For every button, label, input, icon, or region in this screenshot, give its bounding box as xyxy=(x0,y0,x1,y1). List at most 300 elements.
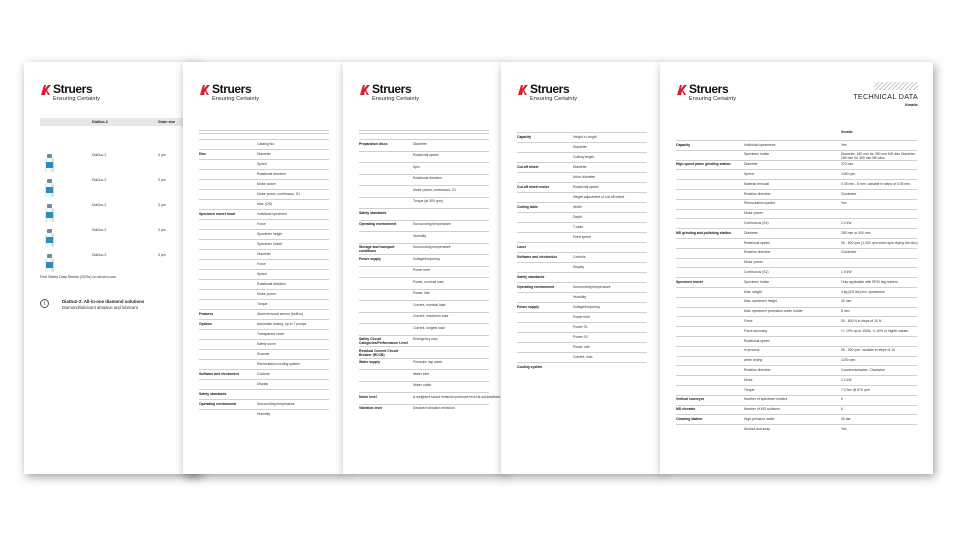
grain-size: 3 µm xyxy=(158,203,166,207)
parameter-label: Catalog No. xyxy=(257,141,275,146)
product-name: DiaDuo-2 xyxy=(92,153,107,157)
spec-row xyxy=(517,322,647,329)
parameter-value: 50 - 300 rpm, variable in steps of 10 xyxy=(841,348,896,353)
parameter-label: Diameter xyxy=(573,144,587,149)
parameter-label: Diameter xyxy=(744,230,758,235)
product-table-header xyxy=(40,118,184,126)
spec-row xyxy=(676,414,917,421)
brand-name: Struers xyxy=(372,82,412,96)
bottle-image xyxy=(45,179,54,197)
section-label: Specimen mover xyxy=(676,279,704,284)
decorative-hatch xyxy=(874,82,918,90)
parameter-label: Diameter xyxy=(257,151,271,156)
page-1-consumables xyxy=(24,62,200,474)
parameter-label: Individual specimen xyxy=(257,211,287,216)
parameter-label: Torque xyxy=(744,387,755,392)
parameter-label: Surrounding temperature xyxy=(413,222,451,226)
section-label: Cut-off wheel xyxy=(517,164,539,169)
spec-row xyxy=(359,300,489,307)
product-name: DiaDuo-2 xyxy=(92,228,107,232)
parameter-label: Max. specimen protrusion under holder xyxy=(744,309,803,314)
parameter-label: Specimen holder xyxy=(744,279,770,284)
page-3-specifications xyxy=(343,62,505,474)
parameter-label: A-weighted sound emission pressure level at workstations xyxy=(413,394,501,399)
parameter-label: Diameter xyxy=(744,162,758,167)
brand-tagline: Ensuring Certainty xyxy=(53,96,101,102)
brand-tagline: Ensuring Certainty xyxy=(212,96,260,102)
struers-logo-icon xyxy=(40,84,52,96)
parameter-label: Display xyxy=(573,264,585,269)
parameter-label: Transparent cover xyxy=(257,331,285,336)
parameter-label: Force xyxy=(744,318,753,323)
parameter-value: Clockwise xyxy=(841,250,857,255)
parameter-value: 6 xyxy=(841,407,843,412)
parameter-label: Continuous (S1) xyxy=(744,269,769,274)
spec-row xyxy=(199,209,329,216)
parameter-value: Only applicable with RFID tag holders xyxy=(841,279,898,284)
parameter-label: Surrounding temperature xyxy=(573,284,611,289)
spec-row xyxy=(359,335,489,345)
grain-size: 3 µm xyxy=(158,253,166,257)
parameter-label: Torque xyxy=(257,301,268,306)
spec-row xyxy=(199,179,329,186)
parameter-label: T-slots xyxy=(573,224,583,229)
section-label: Noise level xyxy=(359,394,377,399)
spec-row xyxy=(199,159,329,166)
parameter-label: Specimen holder xyxy=(744,152,770,157)
grain-size: 3 µm xyxy=(158,178,166,182)
spec-row xyxy=(359,151,489,157)
parameter-label: Rotational direction xyxy=(257,171,287,176)
parameter-label: Current, max xyxy=(573,354,593,359)
spec-row xyxy=(359,231,489,238)
parameter-label: Declared vibration emission xyxy=(413,406,455,410)
spec-row xyxy=(199,289,329,296)
spec-row xyxy=(517,252,647,259)
parameter-label: Motor power xyxy=(257,181,276,186)
parameter-value: 40 mm xyxy=(841,299,852,304)
parameter-label: Power S3 xyxy=(573,334,588,339)
parameter-label: Speed xyxy=(744,171,754,176)
spec-row xyxy=(199,229,329,236)
section-label: Preparation discs xyxy=(359,141,388,146)
spec-row xyxy=(199,139,329,146)
parameter-label: Automatic dosing, up to 7 pumps xyxy=(257,321,307,326)
spec-row xyxy=(359,346,489,357)
parameter-label: Controls xyxy=(573,254,586,259)
parameter-value: 1450 rpm xyxy=(841,171,856,176)
table-header-band xyxy=(199,130,329,134)
spec-row xyxy=(359,277,489,284)
column-xmatic: Xmatic xyxy=(841,130,853,134)
spec-row xyxy=(359,220,489,226)
parameter-label: Rotational speed xyxy=(744,338,770,343)
parameter-value: 1.5 kW xyxy=(841,269,852,274)
section-label: MD elevator xyxy=(676,407,696,412)
product-name: DiaDuo-2 xyxy=(92,178,107,182)
product-name: DiaDuo-2 xyxy=(92,253,107,257)
spec-row xyxy=(517,292,647,299)
section-label: Safety standards xyxy=(199,391,227,396)
bottle-image xyxy=(45,154,54,172)
spec-row xyxy=(199,389,329,396)
product-row xyxy=(40,152,180,176)
spec-row xyxy=(676,365,917,372)
spec-row xyxy=(517,332,647,339)
brand-name: Struers xyxy=(212,82,252,96)
spec-row xyxy=(517,132,647,139)
parameter-label: Recirculation system xyxy=(744,201,776,206)
parameter-label: Force xyxy=(257,261,266,266)
parameter-label: Depth xyxy=(573,214,583,219)
spec-row xyxy=(517,262,647,269)
spec-row xyxy=(676,169,917,176)
parameter-value: 40 bar xyxy=(841,416,851,421)
parameter-value: 0.05 mm - 8 mm, variable in steps of 0.05 mm xyxy=(841,181,910,186)
parameter-label: Current, nominal load xyxy=(413,302,446,307)
brand-name: Struers xyxy=(530,82,570,96)
parameter-label: Number of specimen holders xyxy=(744,397,788,402)
parameter-label: Humidity xyxy=(573,294,587,299)
spec-row xyxy=(676,316,917,323)
section-label: Operating environment xyxy=(359,222,397,226)
page-2-specifications xyxy=(183,62,345,474)
struers-logo-icon xyxy=(676,84,688,96)
parameter-label: Material removal xyxy=(744,181,770,186)
parameter-label: Motor power, continuous, S1 xyxy=(413,187,456,192)
parameter-value: Clockwise xyxy=(841,191,857,196)
spec-row xyxy=(359,174,489,180)
section-label: High speed plane grinding station xyxy=(676,162,731,167)
parameter-label: Rotational speed xyxy=(744,240,770,245)
parameter-value: 50 - 600 rpm (1,000 rpm when spin drying the disc) xyxy=(841,240,918,245)
technical-data-title: TECHNICAL DATA xyxy=(853,92,918,101)
spec-row xyxy=(676,346,917,353)
parameter-label: Power inlet xyxy=(413,268,430,272)
spec-row xyxy=(199,279,329,286)
parameter-label: Number of MD surfaces xyxy=(744,407,780,412)
section-label: Safety standards xyxy=(517,274,545,279)
spec-row xyxy=(676,179,917,186)
parameter-label: Width xyxy=(573,204,582,209)
section-label: Cutting table xyxy=(517,204,538,209)
parameter-label: Surrounding temperature xyxy=(257,401,295,406)
spec-row xyxy=(359,323,489,330)
spec-row xyxy=(199,219,329,226)
product-name: DiaDuo-2 xyxy=(92,203,107,207)
parameter-label: Rotational direction xyxy=(257,281,287,286)
spec-row xyxy=(676,277,917,284)
parameter-value: 1200 rpm xyxy=(841,358,856,363)
section-label: Residual Current Circuit Breaker (RCCB) xyxy=(359,348,398,357)
spec-row xyxy=(517,182,647,189)
parameter-label: in process xyxy=(744,348,760,353)
parameter-value: 250 mm or 300 mm xyxy=(841,230,871,235)
grain-size: 3 µm xyxy=(158,228,166,232)
spec-row xyxy=(517,172,647,179)
page-5-technical-data xyxy=(660,62,933,474)
spec-row xyxy=(359,254,489,261)
spec-row xyxy=(676,326,917,333)
spec-row xyxy=(199,249,329,256)
parameter-label: Force accuracy xyxy=(744,328,768,333)
spec-row xyxy=(676,375,917,382)
parameter-value: 270 mm xyxy=(841,162,854,167)
parameter-label: when drying xyxy=(744,358,763,363)
parameter-label: Humidity xyxy=(413,233,427,238)
section-label: Laser xyxy=(517,244,527,249)
spec-row xyxy=(676,150,917,161)
parameter-label: Spin xyxy=(413,164,420,169)
spec-row xyxy=(359,404,489,410)
column-grain-size: Grain size xyxy=(158,120,176,124)
spec-row xyxy=(517,302,647,309)
parameter-label: Rotation direction xyxy=(744,191,771,196)
section-label: Software and electronics xyxy=(199,371,240,376)
parameter-label: Alcohol and soap xyxy=(744,426,771,431)
parameter-label: Cutting length xyxy=(573,154,594,159)
parameter-label: Voltage/frequency xyxy=(573,304,601,309)
product-row xyxy=(40,202,180,226)
struers-logo-icon xyxy=(517,84,529,96)
info-icon: i xyxy=(40,299,49,308)
section-label: Cut-off wheel motor xyxy=(517,184,550,189)
spec-row xyxy=(359,243,489,253)
spec-row xyxy=(359,162,489,169)
spec-row xyxy=(359,289,489,295)
bottle-image xyxy=(45,254,54,272)
spec-row xyxy=(199,369,329,376)
spec-row xyxy=(199,189,329,196)
spec-row xyxy=(199,149,329,156)
spec-row xyxy=(517,342,647,349)
spec-row xyxy=(676,140,917,147)
table-header-band xyxy=(359,130,489,134)
spec-row xyxy=(359,139,489,146)
spec-row xyxy=(676,405,917,412)
struers-logo-icon xyxy=(199,84,211,96)
parameter-label: Diameter xyxy=(573,164,587,169)
parameter-label: Force xyxy=(257,221,266,226)
spec-row xyxy=(517,212,647,219)
section-label: Water supply xyxy=(359,360,381,364)
spec-row xyxy=(676,209,917,216)
brand-tagline: Ensuring Certainty xyxy=(372,96,420,102)
spec-row xyxy=(517,162,647,169)
spec-row xyxy=(517,312,647,319)
bottle-image xyxy=(45,204,54,222)
spec-row xyxy=(199,259,329,266)
spec-row xyxy=(676,395,917,402)
section-label: Power supply xyxy=(517,304,540,309)
safety-data-note: Find Safety Data Sheets (SDSs) on struers.com xyxy=(40,275,117,279)
bottle-image xyxy=(45,229,54,247)
brand-name: Struers xyxy=(53,82,93,96)
spec-row xyxy=(517,352,647,359)
grain-size: 3 µm xyxy=(158,153,166,157)
parameter-value: 6 xyxy=(841,397,843,402)
spec-row xyxy=(359,369,489,376)
spec-row xyxy=(359,208,489,215)
parameter-label: Motor xyxy=(744,377,753,382)
parameter-label: Rotational speed xyxy=(413,153,439,157)
section-label: Cooling system xyxy=(517,364,543,369)
section-label: Features xyxy=(199,311,214,316)
parameter-label: Power inlet xyxy=(573,314,590,319)
section-label: Power supply xyxy=(359,256,382,261)
parameter-label: Safety cover xyxy=(257,341,276,346)
spec-row xyxy=(676,336,917,343)
section-label: Specimen mover head xyxy=(199,211,235,216)
parameter-label: Speed xyxy=(257,161,267,166)
parameter-label: Rotational speed xyxy=(573,184,599,189)
spec-row xyxy=(359,312,489,318)
spec-row xyxy=(676,307,917,314)
parameter-value: Diameter: 160 mm for 250 mm MD disc Diameter: 180 mm for 300 mm MD disc xyxy=(841,152,916,161)
spec-row xyxy=(359,358,489,364)
column-product: DiaDuo-2 xyxy=(92,120,108,124)
parameter-label: Torque (at 300 rpm) xyxy=(413,199,443,203)
section-label: Storage and transport conditions xyxy=(359,245,395,253)
parameter-label: Scanner xyxy=(257,351,270,356)
spec-row xyxy=(517,142,647,149)
section-label: Cleaning station xyxy=(676,416,703,421)
parameter-label: Current, maximum load xyxy=(413,314,449,318)
spec-row xyxy=(517,222,647,229)
struers-logo-icon xyxy=(359,84,371,96)
parameter-label: Specimen holder xyxy=(257,241,283,246)
info-box xyxy=(40,298,180,318)
section-label: Vibration level xyxy=(359,406,383,410)
product-row xyxy=(40,252,180,276)
spec-row xyxy=(676,248,917,255)
section-label: Safety Circuit Categories/Performance Level xyxy=(359,337,408,345)
spec-row xyxy=(199,349,329,356)
spec-row xyxy=(676,356,917,363)
spec-row xyxy=(676,218,917,225)
spec-row xyxy=(517,282,647,289)
spec-row xyxy=(199,199,329,206)
spec-row xyxy=(676,199,917,206)
parameter-value: 4 kg (8.8 lbs) incl. specimens xyxy=(841,289,885,294)
parameter-label: Controls xyxy=(257,371,270,376)
spec-row xyxy=(676,267,917,274)
spec-row xyxy=(676,287,917,294)
parameter-label: Continuous (S1) xyxy=(744,220,769,225)
parameter-label: Power S1 xyxy=(573,324,588,329)
technical-data-subtitle: Xmatic xyxy=(904,102,918,107)
parameter-label: Rotation direction xyxy=(744,250,771,255)
parameter-label: Alarm/removal sensor (built-in) xyxy=(257,311,304,316)
spec-row xyxy=(359,266,489,272)
spec-row xyxy=(199,399,329,406)
parameter-value: 8 mm xyxy=(841,309,850,314)
spec-row xyxy=(199,299,329,306)
spec-row xyxy=(199,339,329,346)
parameter-label: Water inlet xyxy=(413,371,430,376)
parameter-value: Yes xyxy=(841,201,847,206)
spec-row xyxy=(199,269,329,276)
spec-row xyxy=(199,409,329,416)
spec-row xyxy=(359,381,489,387)
parameter-label: Power, idle xyxy=(573,344,590,349)
parameter-label: Height adjustment of cut-off wheel xyxy=(573,194,625,199)
info-text: Diamond/lubricant abrasive and lubricant xyxy=(62,305,138,310)
spec-row xyxy=(676,189,917,196)
parameter-label: Motor power xyxy=(257,291,276,296)
section-label: Software and electronics xyxy=(517,254,558,259)
spec-row xyxy=(676,228,917,235)
parameter-value: Yes xyxy=(841,426,847,431)
spec-row xyxy=(359,197,489,203)
spec-row xyxy=(676,297,917,304)
parameter-label: Emergency stop xyxy=(413,337,438,341)
section-label: Operating environment xyxy=(199,401,237,406)
brand-tagline: Ensuring Certainty xyxy=(530,96,578,102)
parameter-value: Counterclockwise, Clockwise xyxy=(841,367,885,372)
brand-name: Struers xyxy=(689,82,729,96)
spec-row xyxy=(359,392,501,399)
section-label: Capacity xyxy=(517,134,532,139)
section-label: MD grinding and polishing station xyxy=(676,230,731,235)
spec-row xyxy=(359,185,489,192)
parameter-label: Current, longest load xyxy=(413,325,445,330)
spec-row xyxy=(676,258,917,265)
page-4-specifications xyxy=(501,62,663,474)
parameter-label: Motor power, continuous, S1 xyxy=(257,191,300,196)
parameter-label: Power, nominal load xyxy=(413,279,444,284)
parameter-label: Rotation direction xyxy=(744,367,771,372)
parameter-label: Water outlet xyxy=(413,383,432,387)
section-label: Options xyxy=(199,321,212,326)
parameter-label: Specimen height xyxy=(257,231,283,236)
spec-row xyxy=(517,242,647,249)
spec-row xyxy=(517,272,647,279)
section-label: Operating environment xyxy=(517,284,555,289)
parameter-label: Display xyxy=(257,381,269,386)
parameter-value: 2.2 kW xyxy=(841,220,852,225)
parameter-label: Recirculation cooling system xyxy=(257,361,300,366)
spec-row xyxy=(199,379,329,386)
parameter-label: Pressure, tap water xyxy=(413,360,443,364)
section-label: Capacity xyxy=(676,142,691,147)
product-row xyxy=(40,227,180,251)
parameter-label: Arbor diameter xyxy=(573,174,596,179)
parameter-label: Max. (DS) xyxy=(257,201,273,206)
spec-row xyxy=(199,239,329,246)
parameter-label: Power, idle xyxy=(413,291,430,295)
spec-row xyxy=(517,152,647,159)
parameter-label: Surrounding temperature xyxy=(413,245,451,249)
parameter-label: Motor power xyxy=(744,260,763,265)
spec-row xyxy=(199,169,329,176)
parameter-value: 50 - 600 N in steps of 10 N xyxy=(841,318,882,323)
spec-row xyxy=(517,232,647,239)
spec-row xyxy=(199,309,329,316)
parameter-label: Voltage/frequency xyxy=(413,256,441,261)
parameter-label: Max. weight xyxy=(744,289,763,294)
spec-row xyxy=(199,329,329,336)
spec-row xyxy=(517,202,647,209)
parameter-label: Diameter xyxy=(413,141,427,146)
parameter-label: Individual specimens xyxy=(744,142,776,147)
spec-row xyxy=(676,160,917,167)
parameter-label: Feed speed xyxy=(573,234,591,239)
spec-row xyxy=(517,192,647,199)
parameter-label: Height x Length xyxy=(573,134,597,139)
parameter-value: 7.2 Nm @ 870 rpm xyxy=(841,387,870,392)
spec-row xyxy=(676,238,918,245)
